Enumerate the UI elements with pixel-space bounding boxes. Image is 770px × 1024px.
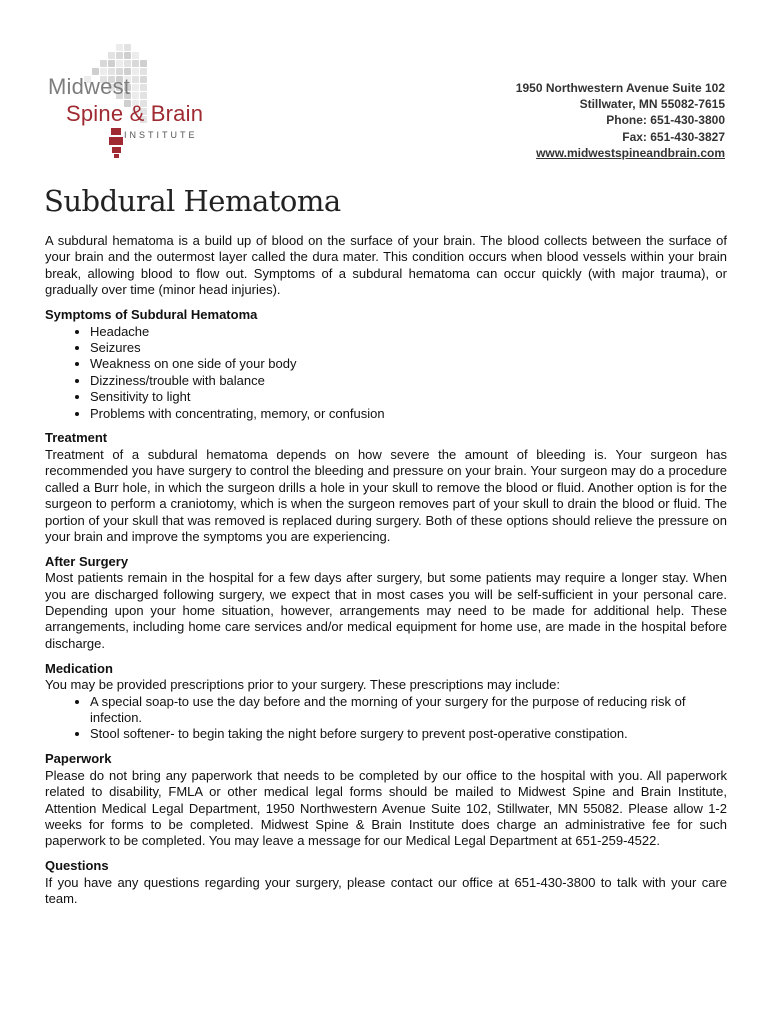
logo-pixel [132, 52, 139, 59]
questions-paragraph: If you have any questions regarding your surgery, please contact our office at 651-430-3800 to talk with your care team. [45, 874, 727, 907]
symptoms-heading: Symptoms of Subdural Hematoma [45, 307, 258, 323]
logo-pixel [140, 92, 147, 99]
logo-pixel [140, 84, 147, 91]
logo-pixel [116, 44, 123, 51]
contact-block [516, 80, 725, 161]
logo-pixel [116, 60, 123, 67]
logo-pixel [116, 52, 123, 59]
intro-paragraph: A subdural hematoma is a build up of blood on the surface of your brain. The blood collects between the surface of your brain and the outermost layer called the dura mater. This condition occurs when blood vessels within your brain break, allowing blood to flow out. Symptoms of a subdural hematoma can occur quickly (with major trauma), or gradually over time (minor head injuries). [45, 233, 727, 298]
list-item: • Dizziness/trouble with balance [90, 373, 727, 389]
logo-pixel [132, 92, 139, 99]
list-item: • Headache [90, 324, 727, 340]
list-item: • A special soap-to use the day before and the morning of your surgery for the purpose of reducing risk of infection. [90, 694, 727, 727]
logo-pixel [124, 44, 131, 51]
document-body [45, 233, 727, 907]
treatment-heading: Treatment [45, 430, 108, 446]
page-title: Subdural Hematoma [44, 184, 341, 218]
paperwork-heading: Paperwork [45, 751, 112, 767]
logo-pixel [132, 68, 139, 75]
logo-pixel [108, 60, 115, 67]
symptoms-list [45, 324, 727, 422]
contact-fax: Fax: 651-430-3827 [622, 129, 725, 144]
contact-city: Stillwater, MN 55082-7615 [579, 97, 725, 112]
treatment-paragraph: Treatment of a subdural hematoma depends on how severe the amount of bleeding is. Your surgeon has recommended you have surgery to control the bleeding and pressure on your brain. Your surgeon may do a procedure called a Burr hole, in which the surgeon drills a hole in your skull to remove the blood or fluid. Another option is for the surgeon to perform a craniotomy, which is when the surgeon removes part of your skull to drain the blood or fluid. The portion of your skull that was removed is replaced during surgery. Both of these options should relieve the pressure on your brain and improve the symptoms you are experiencing. [45, 446, 727, 544]
logo-line-2: Spine & Brain [66, 101, 204, 126]
logo-pixel [140, 68, 147, 75]
website-link[interactable]: www.midwestspineandbrain.com [536, 145, 725, 160]
list-item: • Seizures [90, 340, 727, 356]
after-surgery-paragraph: Most patients remain in the hospital for a few days after surgery, but some patients may require a longer stay. When you are discharged following surgery, we expect that in most cases you will be self-sufficient in your personal care. Depending upon your home situation, however, arrangements may need to be made for additional help. These arrangements, including home care services and/or medical equipment for home use, are made in the hospital before discharge. [45, 570, 727, 651]
medication-heading: Medication [45, 660, 113, 676]
logo-pixel [132, 76, 139, 83]
paperwork-paragraph: Please do not bring any paperwork that needs to be completed by our office to the hospital with you. All paperwork related to disability, FMLA or other medical legal forms should be mailed to Midwest Spine and Brain Institute, Attention Medical Legal Department, 1950 Northwestern Avenue Suite 102, Stillwater, MN 55082. Please allow 1-2 weeks for forms to be completed. Midwest Spine & Brain Institute does charge an administrative fee for such paperwork to be completed. You may leave a message for our Medical Legal Department at 651-259-4522. [45, 767, 727, 849]
list-item: • Problems with concentrating, memory, or confusion [90, 406, 727, 422]
logo-red-mark [109, 128, 123, 158]
list-item: • Sensitivity to light [90, 389, 727, 405]
logo-line-1: Midwest [48, 74, 131, 99]
logo-pixel [108, 52, 115, 59]
logo-pixel [124, 60, 131, 67]
after-surgery-heading: After Surgery [45, 553, 129, 569]
questions-heading: Questions [45, 858, 109, 874]
logo-pixel [124, 52, 131, 59]
logo-pixel [140, 60, 147, 67]
logo-pixel [132, 84, 139, 91]
logo-pixel [100, 60, 107, 67]
logo-line-3: INSTITUTE [124, 130, 198, 140]
medication-paragraph: You may be provided prescriptions prior to your surgery. These prescriptions may include: [45, 677, 560, 693]
contact-phone: Phone: 651-430-3800 [606, 113, 725, 128]
list-item: • Stool softener- to begin taking the night before surgery to prevent post-operative constipation. [90, 726, 727, 742]
institute-logo [44, 48, 244, 168]
medication-list [45, 694, 727, 743]
logo-pixel [132, 60, 139, 67]
contact-address: 1950 Northwestern Avenue Suite 102 [515, 81, 725, 95]
list-item: • Weakness on one side of your body [90, 356, 727, 372]
logo-pixel [140, 76, 147, 83]
